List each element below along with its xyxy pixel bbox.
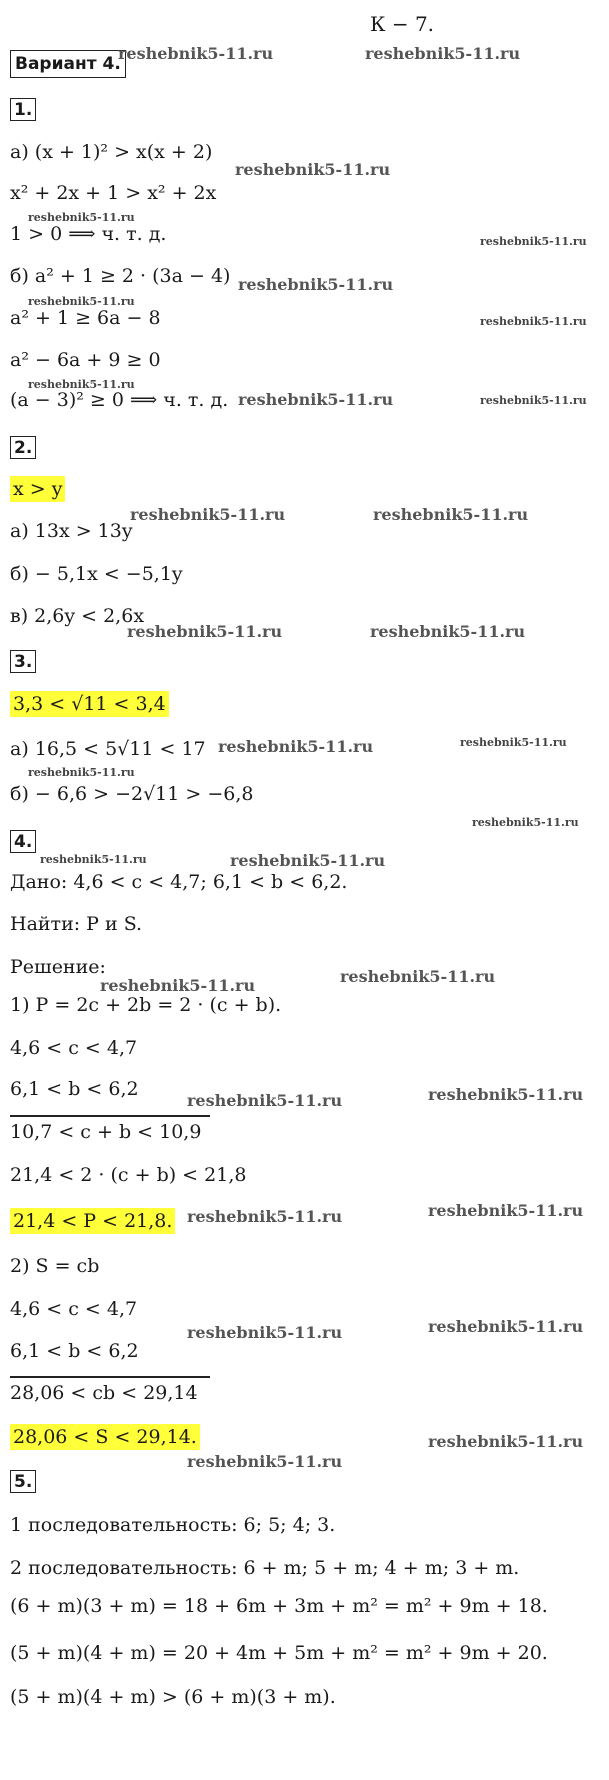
- task-number: 3.: [10, 650, 36, 673]
- watermark: reshebnik5-11.ru: [118, 44, 274, 63]
- watermark: reshebnik5-11.ru: [187, 1452, 343, 1471]
- watermark: reshebnik5-11.ru: [370, 622, 526, 641]
- task3-a: а) 16,5 < 5√11 < 17: [10, 738, 206, 760]
- watermark: reshebnik5-11.ru: [472, 816, 579, 829]
- task1-b2: a² + 1 ≥ 6a − 8: [10, 307, 161, 329]
- task5-l2: 2 последовательность: 6 + m; 5 + m; 4 + m; 3 + m.: [10, 1557, 520, 1579]
- task2-given: [10, 477, 65, 501]
- watermark: reshebnik5-11.ru: [187, 1323, 343, 1342]
- task4-p3: 6,1 < b < 6,2: [10, 1078, 139, 1100]
- watermark: reshebnik5-11.ru: [373, 505, 529, 524]
- watermark: reshebnik5-11.ru: [40, 853, 147, 866]
- watermark: reshebnik5-11.ru: [340, 967, 496, 986]
- watermark: reshebnik5-11.ru: [480, 235, 587, 248]
- task2-a: а) 13x > 13y: [10, 520, 133, 542]
- watermark: reshebnik5-11.ru: [365, 44, 521, 63]
- task-number: 2.: [10, 436, 36, 459]
- watermark: reshebnik5-11.ru: [28, 295, 135, 308]
- watermark: reshebnik5-11.ru: [428, 1085, 584, 1104]
- task3-b: б) − 6,6 > −2√11 > −6,8: [10, 783, 254, 805]
- task1-b4: (a − 3)² ≥ 0 ⟹ ч. т. д.: [10, 389, 229, 411]
- task-number: 5.: [10, 1470, 36, 1493]
- task3-given: [10, 692, 169, 716]
- task4-p1: 1) P = 2c + 2b = 2 · (c + b).: [10, 994, 282, 1016]
- watermark: reshebnik5-11.ru: [428, 1432, 584, 1451]
- task1-a3: 1 > 0 ⟹ ч. т. д.: [10, 223, 167, 245]
- task4-p2: 4,6 < c < 4,7: [10, 1037, 138, 1059]
- watermark: reshebnik5-11.ru: [460, 736, 567, 749]
- sum-divider: [10, 1115, 210, 1117]
- task5-l5: (5 + m)(4 + m) > (6 + m)(3 + m).: [10, 1686, 336, 1708]
- watermark: reshebnik5-11.ru: [218, 737, 374, 756]
- watermark: reshebnik5-11.ru: [428, 1201, 584, 1220]
- task4-p4: 10,7 < c + b < 10,9: [10, 1121, 202, 1143]
- highlighted-result: 21,4 < P < 21,8.: [10, 1208, 175, 1234]
- task5-l1: 1 последовательность: 6; 5; 4; 3.: [10, 1514, 336, 1536]
- watermark: reshebnik5-11.ru: [28, 211, 135, 224]
- task4-p5: 21,4 < 2 · (c + b) < 21,8: [10, 1164, 247, 1186]
- task1-b1: б) a² + 1 ≥ 2 · (3a − 4): [10, 265, 231, 287]
- watermark: reshebnik5-11.ru: [187, 1091, 343, 1110]
- watermark: reshebnik5-11.ru: [480, 394, 587, 407]
- task4-s1: 2) S = cb: [10, 1255, 100, 1277]
- task4-solution-label: Решение:: [10, 956, 106, 978]
- variant-label: Вариант 4.: [10, 50, 126, 78]
- watermark: reshebnik5-11.ru: [130, 505, 286, 524]
- watermark: reshebnik5-11.ru: [127, 622, 283, 641]
- page-header: К − 7.: [370, 12, 435, 36]
- task4-p6: [10, 1209, 175, 1233]
- task1-a2: x² + 2x + 1 > x² + 2x: [10, 182, 217, 204]
- task4-find: Найти: P и S.: [10, 913, 143, 935]
- task-number: 4.: [10, 830, 36, 853]
- task4-s2: 4,6 < c < 4,7: [10, 1298, 138, 1320]
- task4-s4: 28,06 < cb < 29,14: [10, 1382, 198, 1404]
- watermark: reshebnik5-11.ru: [428, 1317, 584, 1336]
- task4-given: Дано: 4,6 < c < 4,7; 6,1 < b < 6,2.: [10, 871, 348, 893]
- task4-s5: [10, 1425, 200, 1449]
- watermark: reshebnik5-11.ru: [187, 1207, 343, 1226]
- watermark: reshebnik5-11.ru: [230, 851, 386, 870]
- task5-l4: (5 + m)(4 + m) = 20 + 4m + 5m + m² = m² + 9m + 20.: [10, 1642, 548, 1664]
- task2-b: б) − 5,1x < −5,1y: [10, 563, 183, 585]
- task2-c: в) 2,6y < 2,6x: [10, 605, 145, 627]
- task4-s3: 6,1 < b < 6,2: [10, 1340, 139, 1362]
- watermark: reshebnik5-11.ru: [235, 160, 391, 179]
- highlighted-condition: 3,3 < √11 < 3,4: [10, 691, 169, 717]
- watermark: reshebnik5-11.ru: [238, 390, 394, 409]
- highlighted-condition: x > y: [10, 476, 65, 502]
- watermark: reshebnik5-11.ru: [238, 275, 394, 294]
- watermark: reshebnik5-11.ru: [480, 315, 587, 328]
- task-number: 1.: [10, 98, 36, 121]
- task5-l3: (6 + m)(3 + m) = 18 + 6m + 3m + m² = m² + 9m + 18.: [10, 1595, 548, 1617]
- highlighted-result: 28,06 < S < 29,14.: [10, 1424, 200, 1450]
- product-divider: [10, 1376, 210, 1378]
- watermark: reshebnik5-11.ru: [28, 766, 135, 779]
- task1-a1: а) (x + 1)² > x(x + 2): [10, 141, 213, 163]
- watermark: reshebnik5-11.ru: [100, 976, 256, 995]
- task1-b3: a² − 6a + 9 ≥ 0: [10, 349, 161, 371]
- watermark: reshebnik5-11.ru: [28, 378, 135, 391]
